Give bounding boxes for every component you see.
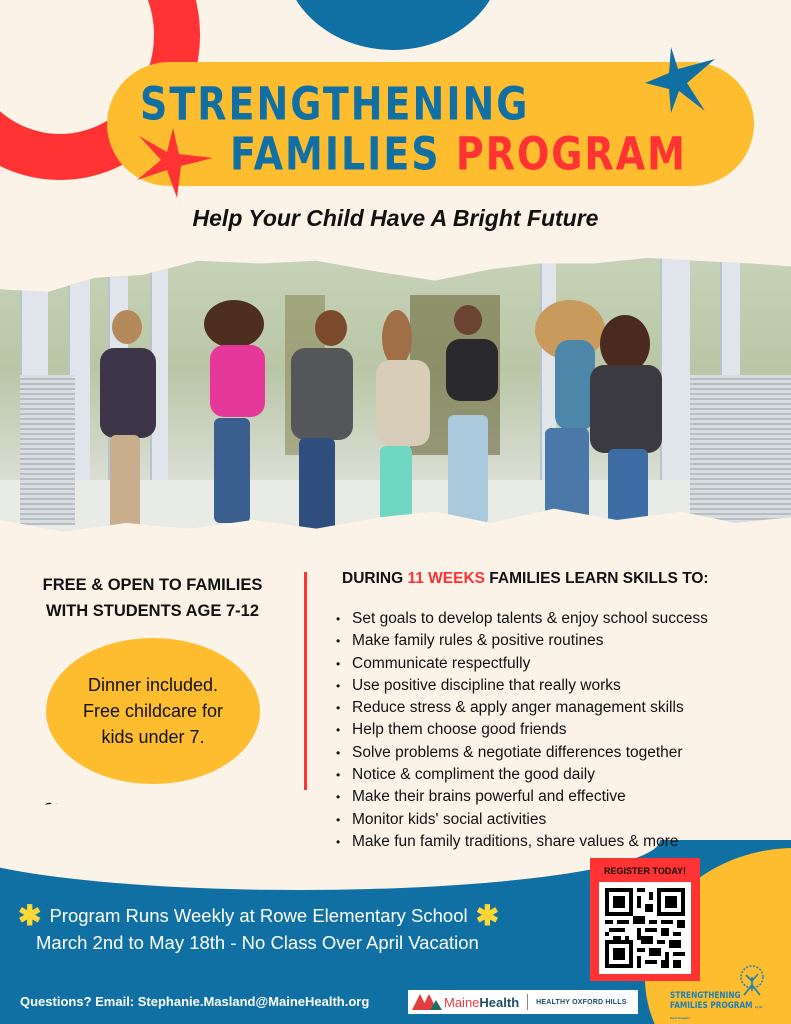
qr-code-icon[interactable] [599, 882, 691, 974]
healthy-oxford-hills-text: HEALTHY OXFORD HILLS [536, 998, 627, 1006]
asterisk-icon: ✱ [18, 900, 42, 931]
list-item: • Make their brains powerful and effective [336, 786, 708, 808]
list-item: • Set goals to develop talents & enjoy school success [336, 608, 708, 630]
skills-list [336, 608, 708, 853]
benefits-oval [46, 638, 260, 784]
list-item: • Make family rules & positive routines [336, 630, 708, 652]
list-item: • Help them choose good friends [336, 719, 708, 741]
list-item: • Monitor kids' social activities [336, 809, 708, 831]
list-item: • Notice & compliment the good daily [336, 764, 708, 786]
tagline: Help Your Child Have A Bright Future [192, 205, 599, 231]
schedule-dates: March 2nd to May 18th - No Class Over April Vacation [36, 932, 479, 953]
sfp-logo-line-1: STRENGTHENING [670, 991, 741, 1001]
red-star-icon [135, 128, 215, 198]
mainehealth-name: MaineHealth [444, 994, 520, 1010]
title-line-1: STRENGTHENING [140, 77, 530, 131]
list-item: • Communicate respectfully [336, 653, 708, 675]
title-line-2 [230, 128, 687, 181]
skills-heading-weeks: 11 WEEKS [407, 570, 485, 587]
blue-star-icon [645, 47, 717, 113]
asterisk-icon: ✱ [475, 900, 500, 931]
mainehealth-logo [408, 990, 638, 1014]
mainehealth-mark-icon [412, 994, 442, 1010]
schedule-location [18, 900, 500, 931]
decorative-blue-circle [283, 0, 503, 50]
title-families: FAMILIES [230, 127, 441, 181]
children-running-photo [0, 255, 791, 540]
logo-divider [527, 994, 528, 1010]
skills-heading-prefix: DURING [342, 570, 404, 587]
eligibility-line-2: WITH STUDENTS AGE 7-12 [46, 602, 259, 620]
list-item: • Reduce stress & apply anger management skills [336, 697, 708, 719]
skills-heading-suffix: FAMILIES LEARN SKILLS TO: [489, 570, 709, 587]
strengthening-families-logo [670, 965, 790, 1020]
register-qr-card[interactable] [590, 858, 700, 981]
skills-heading [342, 570, 709, 588]
register-label: REGISTER TODAY! [603, 866, 686, 876]
sfp-logo-line-2: FAMILIES PROGRAM by Dr. Karol Kumpfer [670, 1001, 764, 1020]
contact-email-text[interactable]: Questions? Email: Stephanie.Masland@MaineHealth.org [20, 994, 370, 1009]
eligibility-line-1: FREE & OPEN TO FAMILIES [42, 576, 263, 594]
benefit-childcare: Free childcare for [82, 701, 224, 721]
benefit-dinner: Dinner included. [87, 675, 219, 695]
location-text: Program Runs Weekly at Rowe Elementary School [49, 905, 468, 926]
eligibility-heading [0, 572, 305, 624]
list-item: • Solve problems & negotiate differences together [336, 742, 708, 764]
list-item: • Use positive discipline that really works [336, 675, 708, 697]
title-program: PROGRAM [455, 127, 687, 181]
benefit-childcare-age: kids under 7. [101, 727, 205, 747]
list-item: • Make fun family traditions, share values & more [336, 831, 708, 853]
